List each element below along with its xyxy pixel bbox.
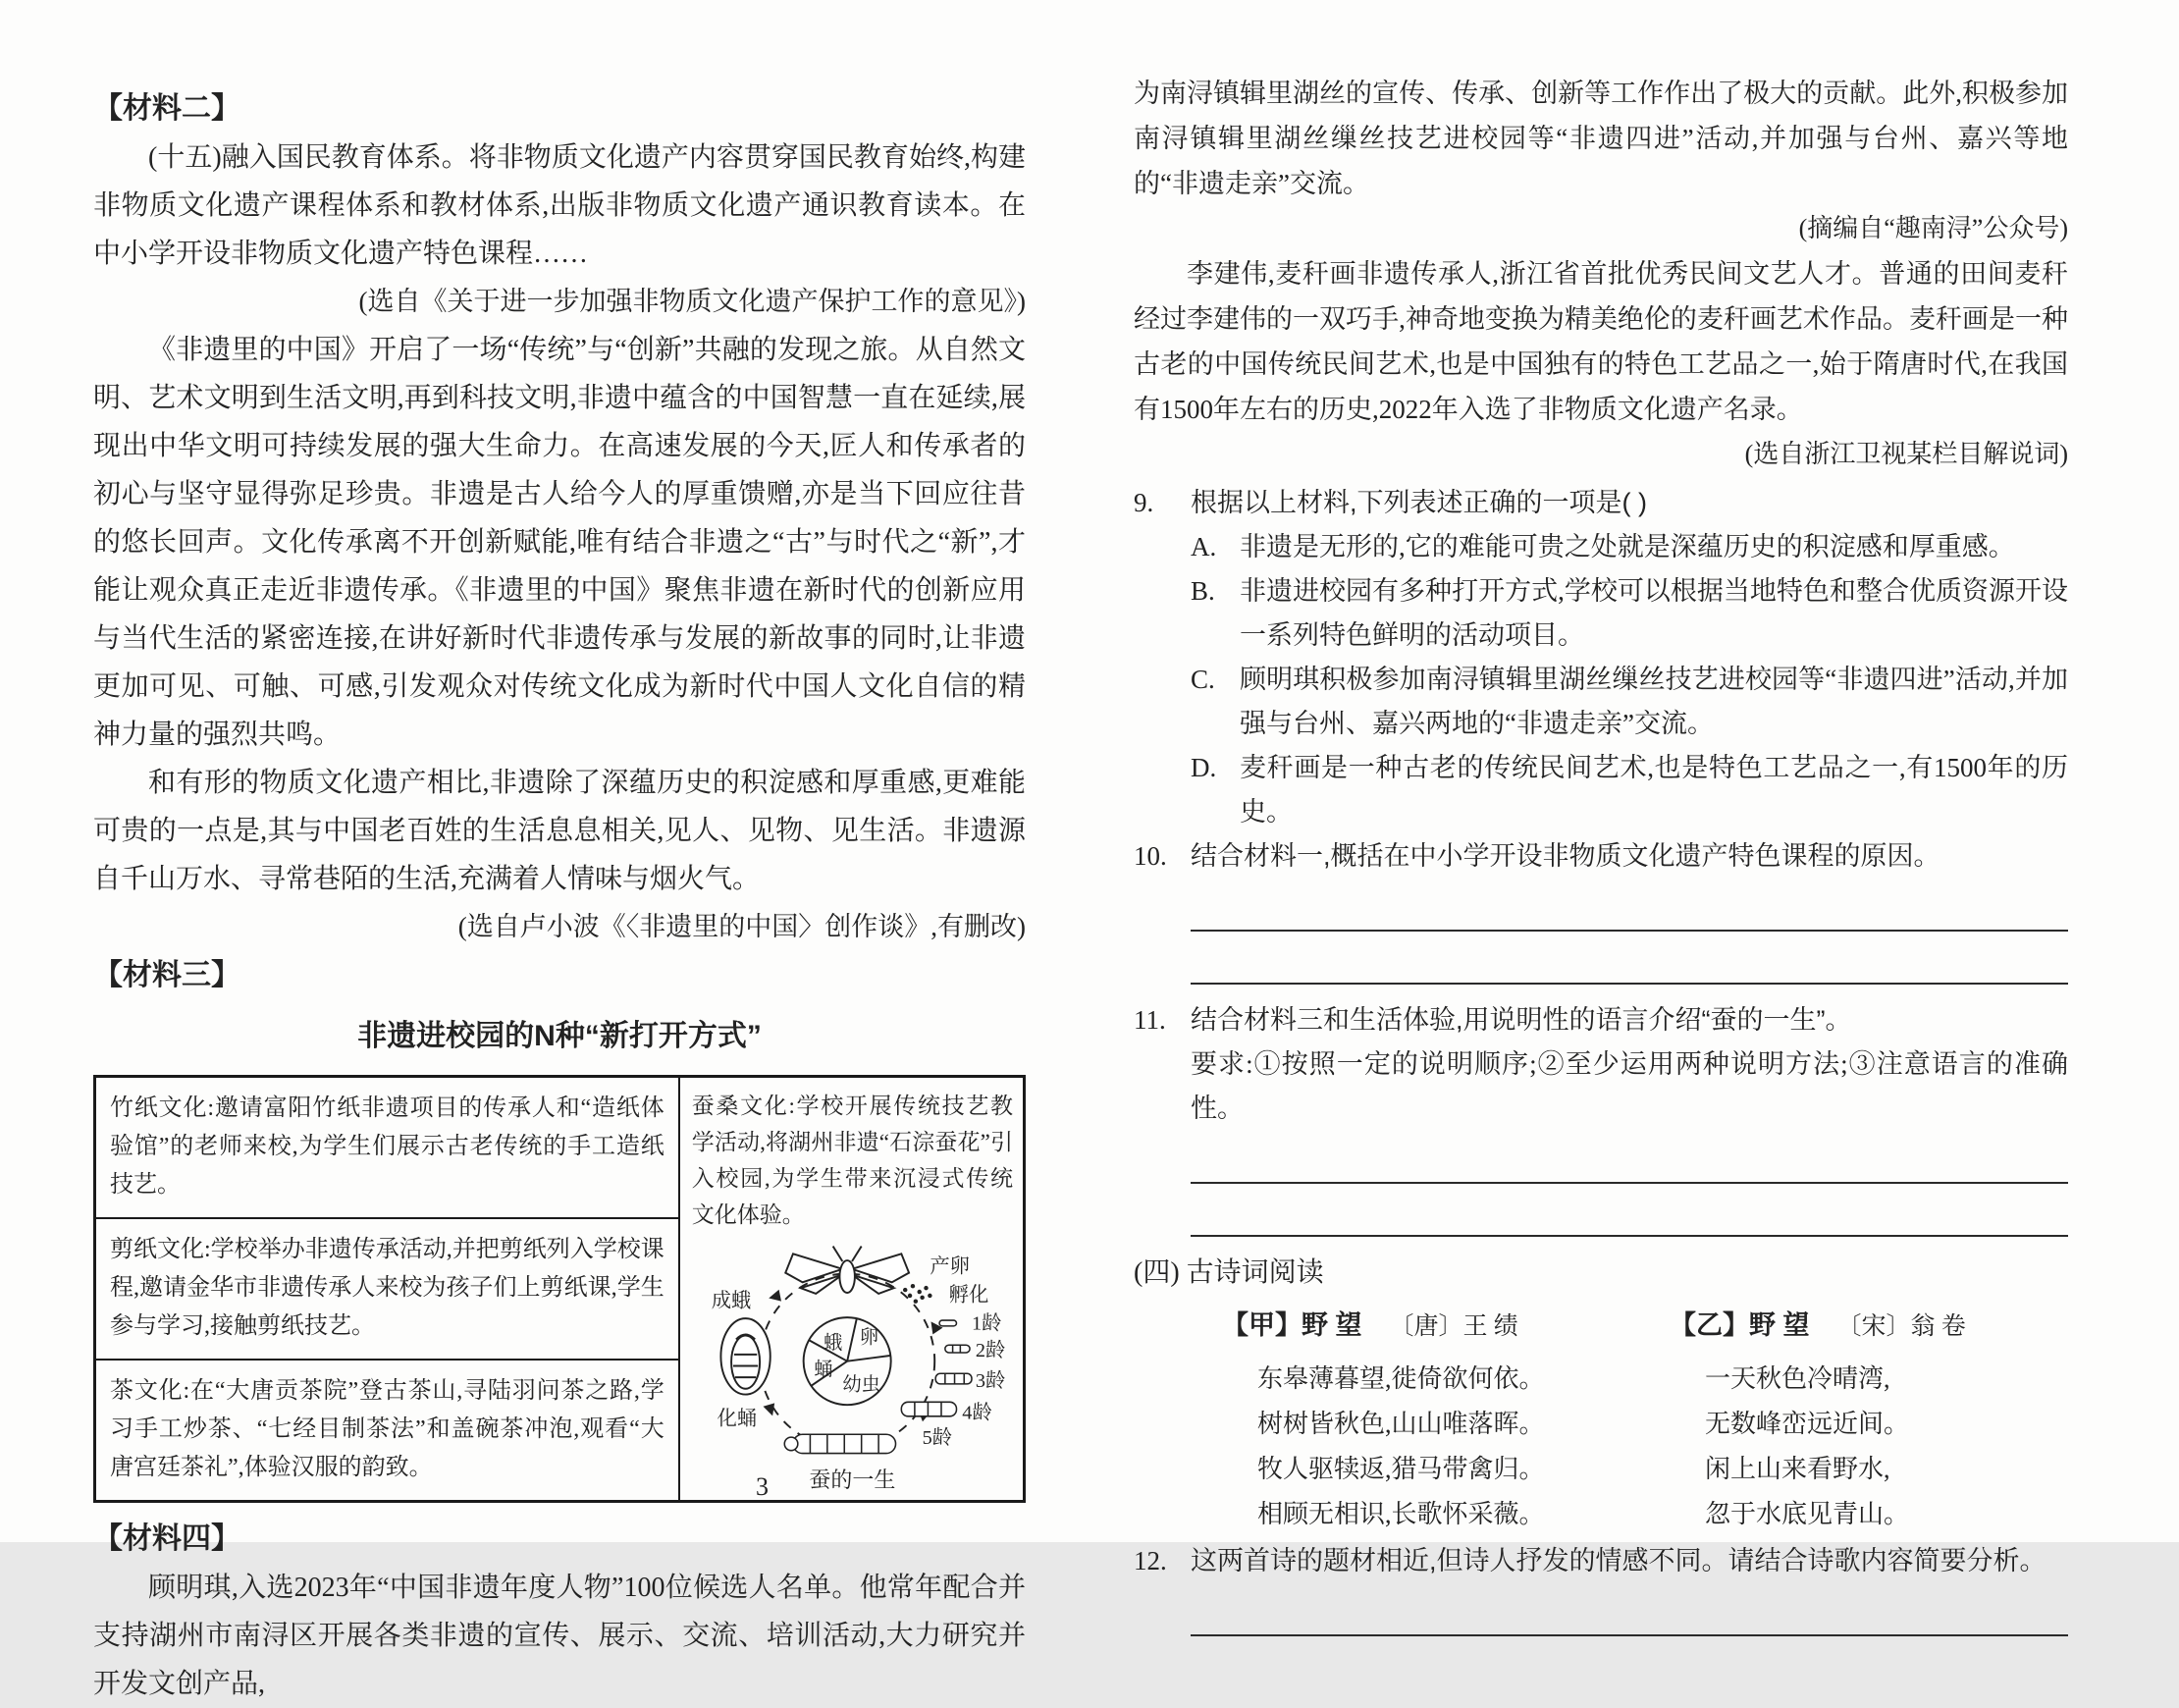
section-4-header: (四) 古诗词阅读: [1134, 1257, 1324, 1288]
answer-line: [1191, 1131, 2068, 1184]
table-cell-bamboo-paper: 竹纸文化:邀请富阳竹纸非遗项目的传承人和“造纸体验馆”的老师来校,为学生们展示古老传统的手工造纸技艺。: [110, 1095, 664, 1198]
material-2-header: 【材料二】: [93, 92, 240, 125]
table-cell-sericulture: [680, 1078, 1023, 1500]
option-b-text: 非遗进校园有多种打开方式,学校可以根据当地特色和整合优质资源开设一系列特色鲜明的活动项目。: [1240, 576, 2068, 650]
material-2-paragraph-3: 和有形的物质文化遗产相比,非遗除了深蕴历史的积淀感和厚重感,更难能可贵的一点是,其与中国老百姓的生活息息相关,见人、见物、见生活。非遗源自千山万水、寻常巷陌的生活,充满着人情味与烟火气。: [93, 768, 1026, 894]
answer-line: [1191, 932, 2068, 985]
poem-line: 东皋薄暮望,徙倚欲何依。: [1257, 1364, 1545, 1393]
table-cell-paper-cutting: 剪纸文化:学校举办非遗传承活动,并把剪纸列入学校课程,邀请金华市非遗传承人来校为孩子们上剪纸课,学生参与学习,接触剪纸技艺。: [96, 1217, 678, 1359]
material-4-paragraph: 顾明琪,入选2023年“中国非遗年度人物”100位候选人名单。他常年配合并支持湖州市南浔区开展各类非遗的宣传、展示、交流、培训活动,大力研究并开发文创产品,: [93, 1573, 1026, 1699]
left-column: [93, 84, 1026, 1708]
poem-yi-header: [1670, 1302, 2068, 1351]
material-3-header: 【材料三】: [93, 959, 240, 991]
diagram-label-moth: 成蛾: [712, 1290, 752, 1312]
option-b-label: B.: [1191, 576, 1215, 606]
question-10-number: 10.: [1134, 841, 1167, 871]
question-12: [1134, 1539, 2068, 1583]
question-9-option-a: [1134, 525, 2068, 569]
poem-jia-title: 野 望: [1302, 1310, 1362, 1340]
silkworm-lifecycle-diagram: [690, 1233, 1014, 1470]
option-d-text: 麦秆画是一种古老的传统民间艺术,也是特色工艺品之一,有1500年的历史。: [1240, 753, 2068, 827]
poem-jia: [1134, 1302, 1601, 1537]
option-a-text: 非遗是无形的,它的难能可贵之处就是深蕴历史的积淀感和厚重感。: [1240, 532, 2015, 561]
poem-yi: [1601, 1302, 2068, 1537]
pie-label-egg: 卵: [860, 1327, 879, 1349]
materials-table: [93, 1075, 1026, 1503]
diagram-caption: 蚕的一生: [809, 1468, 896, 1492]
diagram-label-age1: 1龄: [972, 1312, 1002, 1335]
source-citation-1: (选自《关于进一步加强非物质文化遗产保护工作的意见》): [358, 287, 1026, 316]
diagram-label-age4: 4龄: [962, 1402, 993, 1424]
poem-line: 相顾无相识,长歌怀采薇。: [1257, 1500, 1545, 1528]
poem-line: 无数峰峦远近间。: [1705, 1410, 1910, 1438]
right-column: [1134, 71, 2068, 1636]
cocoon-drawing: [721, 1318, 771, 1394]
poem-jia-author: 〔唐〕王 绩: [1389, 1313, 1518, 1340]
poem-line: 树树皆秋色,山山唯落晖。: [1257, 1410, 1545, 1438]
moth-drawing: [786, 1247, 910, 1294]
poem-line: 忽于水底见青山。: [1705, 1500, 1910, 1528]
pie-label-larva: 幼虫: [842, 1374, 881, 1396]
continuation-paragraph: 为南浔镇辑里湖丝的宣传、传承、创新等工作作出了极大的贡献。此外,积极参加南浔镇辑里湖丝缫丝技艺进校园等“非遗四进”活动,并加强与台州、嘉兴等地的“非遗走亲”交流。: [1134, 79, 2068, 198]
question-11-number: 11.: [1134, 1005, 1166, 1035]
material-2-paragraph-1: (十五)融入国民教育体系。将非物质文化遗产内容贯穿国民教育始终,构建非物质文化遗产课程体系和教材体系,出版非物质文化遗产通识教育读本。在中小学开设非物质文化遗产特色课程……: [93, 142, 1026, 269]
answer-line: [1191, 1184, 2068, 1237]
page-number: 3: [756, 1472, 769, 1501]
question-9-option-c: [1134, 658, 2068, 746]
source-citation-4: (选自浙江卫视某栏目解说词): [1744, 440, 2068, 468]
silkworm-diagram-wrap: [692, 1233, 1013, 1494]
table-left-column: [96, 1078, 680, 1500]
option-c-label: C.: [1191, 665, 1215, 694]
question-9-stem: 根据以上材料,下列表述正确的一项是( ): [1191, 488, 1647, 517]
sericulture-text: 蚕桑文化:学校开展传统技艺教学活动,将湖州非遗“石淙蚕花”引入校园,为学生带来沉浸式传统文化体验。: [691, 1094, 1013, 1227]
source-citation-3: (摘编自“趣南浔”公众号): [1798, 214, 2068, 242]
question-9-option-b: [1134, 569, 2068, 658]
diagram-label-lay-eggs: 产卵: [930, 1255, 971, 1278]
diagram-label-hatch: 孵化: [949, 1284, 989, 1307]
source-citation-2: (选自卢小波《〈非遗里的中国〉创作谈》,有删改): [457, 912, 1026, 941]
table-cell-tea: 茶文化:在“大唐贡茶院”登古茶山,寻陆羽问茶之路,学习手工炒茶、“七经目制茶法”和盖碗茶冲泡,观看“大唐宫廷茶礼”,体验汉服的韵致。: [96, 1359, 678, 1500]
diagram-label-age5: 5龄: [923, 1426, 953, 1449]
question-11-stem: 结合材料三和生活体验,用说明性的语言介绍“蚕的一生”。: [1191, 1005, 1852, 1035]
poems-block: [1134, 1302, 2068, 1537]
option-a-label: A.: [1191, 532, 1217, 561]
material-2-paragraph-2: 《非遗里的中国》开启了一场“传统”与“创新”共融的发现之旅。从自然文明、艺术文明到生活文明,再到科技文明,非遗中蕴含的中国智慧一直在延续,展现出中华文明可持续发展的强大生命力。在高速发展的今天,匠人和传承者的初心与坚守显得弥足珍贵。非遗是古人给今人的厚重馈赠,亦是当下回应往昔的悠长回声。文化传承离不开创新赋能,唯有结合非遗之“古”与时代之“新”,才能让观众真正走近非遗传承。《非遗里的中国》聚焦非遗在新时代的创新应用与当代生活的紧密连接,在讲好新时代非遗传承与发展的新故事的同时,让非遗更加可见、可触、可感,引发观众对传统文化成为新时代中国人文化自信的精神力量的强烈共鸣。: [93, 335, 1026, 750]
option-d-label: D.: [1191, 753, 1217, 782]
answer-line: [1191, 1583, 2068, 1636]
poem-line: 闲上山来看野水,: [1705, 1455, 1890, 1483]
poem-line: 牧人驱犊返,猎马带禽归。: [1257, 1455, 1545, 1483]
answer-line: [1191, 879, 2068, 932]
material-3-title: 非遗进校园的N种“新打开方式”: [357, 1020, 762, 1052]
poem-yi-title: 野 望: [1749, 1310, 1810, 1340]
diagram-label-pupate: 化蛹: [717, 1408, 758, 1430]
poem-jia-header: [1222, 1302, 1601, 1351]
eggs-drawing: [903, 1284, 932, 1304]
question-9-number: 9.: [1134, 488, 1154, 517]
question-9: [1134, 481, 2068, 525]
pie-label-moth: 蛾: [824, 1333, 843, 1355]
material-4-header: 【材料四】: [93, 1522, 240, 1555]
question-12-number: 12.: [1134, 1546, 1167, 1575]
straw-painting-paragraph: 李建伟,麦秆画非遗传承人,浙江省首批优秀民间文艺人才。普通的田间麦秆经过李建伟的一双巧手,神奇地变换为精美绝伦的麦秆画艺术作品。麦秆画是一种古老的中国传统民间艺术,也是中国独有的特色工艺品之一,始于隋唐时代,在我国有1500年左右的历史,2022年入选了非物质文化遗产名录。: [1134, 259, 2068, 424]
poem-yi-author: 〔宋〕翁 卷: [1836, 1313, 1966, 1340]
question-9-option-d: [1134, 746, 2068, 834]
option-c-text: 顾明琪积极参加南浔镇辑里湖丝缫丝技艺进校园等“非遗四进”活动,并加强与台州、嘉兴两地的“非遗走亲”交流。: [1240, 665, 2068, 738]
poem-jia-tag: 【甲】: [1222, 1310, 1302, 1340]
pie-label-pupa: 蛹: [814, 1360, 834, 1381]
diagram-label-age2: 2龄: [976, 1339, 1006, 1361]
question-10-stem: 结合材料一,概括在中小学开设非物质文化遗产特色课程的原因。: [1191, 841, 1940, 871]
poem-yi-tag: 【乙】: [1670, 1310, 1749, 1340]
question-12-stem: 这两首诗的题材相近,但诗人抒发的情感不同。请结合诗歌内容简要分析。: [1191, 1546, 2046, 1575]
diagram-label-age3: 3龄: [976, 1369, 1006, 1392]
poem-line: 一天秋色冷晴湾,: [1705, 1364, 1890, 1393]
question-10: [1134, 834, 2068, 879]
question-11: [1134, 998, 2068, 1131]
question-11-requirements: 要求:①按照一定的说明顺序;②至少运用两种说明方法;③注意语言的准确性。: [1191, 1049, 2068, 1123]
